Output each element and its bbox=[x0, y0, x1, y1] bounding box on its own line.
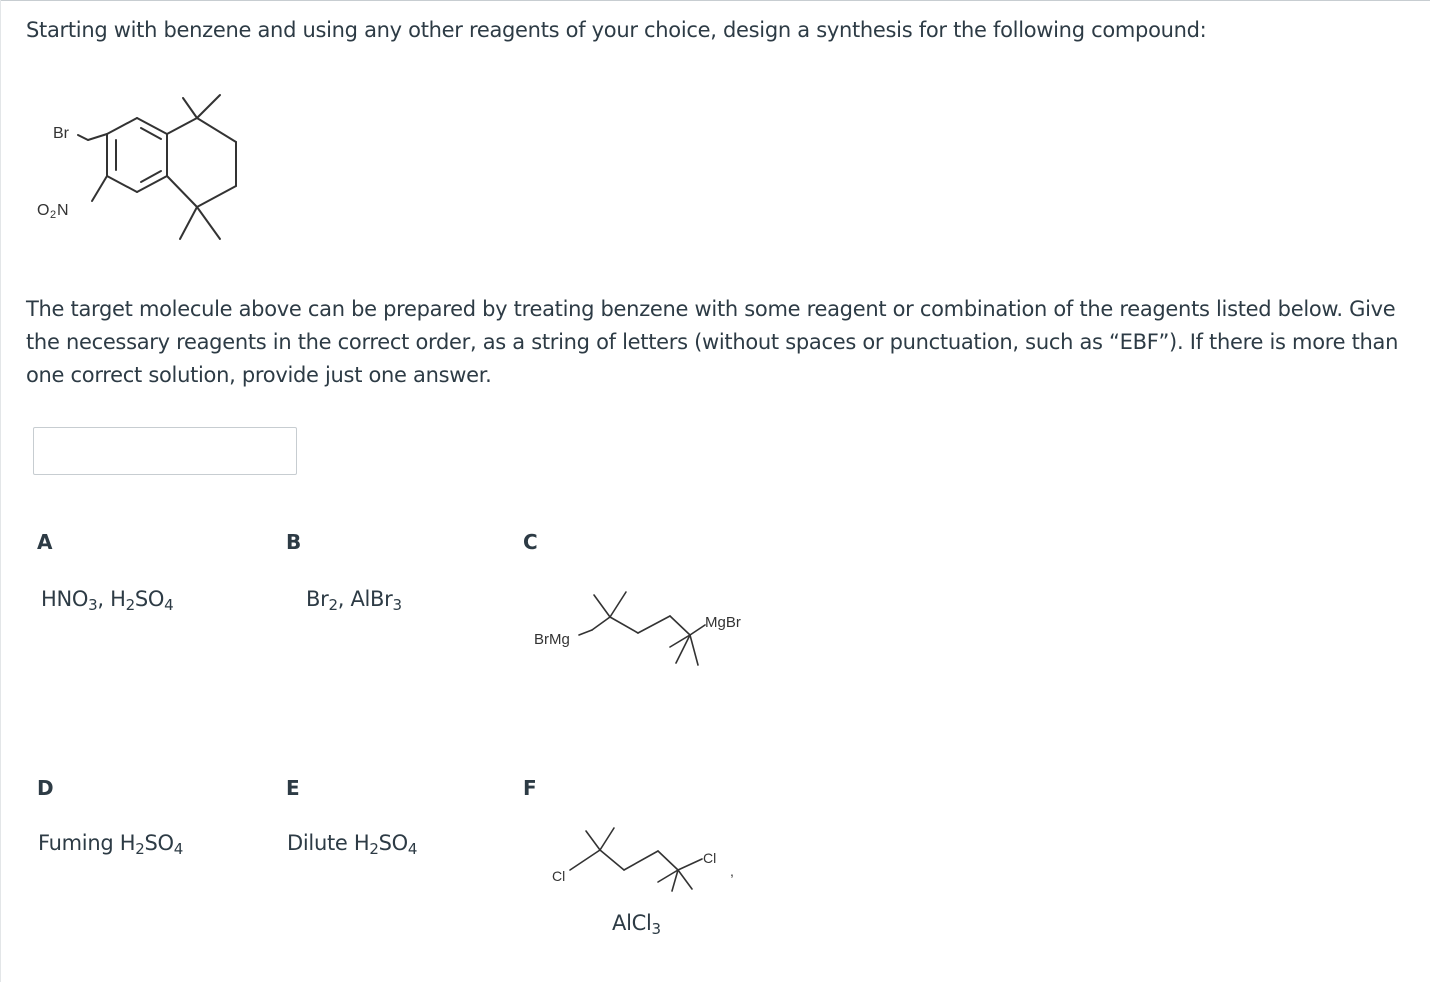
mgbr-label: MgBr bbox=[705, 614, 741, 631]
option-f-catalyst: AlCl$_3$ bbox=[612, 911, 661, 938]
option-b-reagent: $Br_2$, AlBr$_3$ bbox=[306, 587, 402, 614]
description-line: the necessary reagents in the correct order, as a string of letters (without spaces or punctuation, such as “EBF”). If there is more than bbox=[26, 330, 1399, 354]
cl-left-label: Cl bbox=[552, 868, 566, 884]
question-description bbox=[26, 293, 1416, 392]
option-f-label: F bbox=[523, 776, 537, 800]
nitro-n-label: N bbox=[57, 202, 69, 219]
option-d-label: D bbox=[37, 776, 54, 800]
brmg-label: BrMg bbox=[534, 631, 570, 648]
top-border bbox=[0, 0, 1430, 1]
nitro-subscript: 2 bbox=[50, 209, 57, 221]
option-e-reagent: Dilute $H_2SO_4$ bbox=[287, 831, 418, 858]
option-e-label: E bbox=[286, 776, 300, 800]
left-border bbox=[0, 0, 1, 982]
option-a-reagent: $HNO_3$, $H_2SO_4$ bbox=[41, 587, 174, 614]
option-b-label: B bbox=[286, 530, 302, 554]
option-d-reagent: Fuming $H_2SO_4$ bbox=[38, 831, 184, 858]
option-c-structure bbox=[530, 585, 770, 675]
question-intro: Starting with benzene and using any other reagents of your choice, design a synthesis for the following compound: bbox=[26, 18, 1207, 42]
option-a-label: A bbox=[37, 530, 53, 554]
description-line: one correct solution, provide just one answer. bbox=[26, 363, 492, 387]
option-c-label: C bbox=[523, 530, 538, 554]
option-f-structure bbox=[540, 826, 780, 906]
answer-input[interactable] bbox=[33, 427, 297, 475]
nitro-o-label: O bbox=[37, 202, 50, 219]
description-line: The target molecule above can be prepared by treating benzene with some reagent or combination of the reagents listed below. Give bbox=[26, 297, 1396, 321]
cl-right-label: Cl bbox=[703, 850, 717, 866]
br-label: Br bbox=[53, 125, 69, 142]
target-molecule bbox=[30, 90, 270, 250]
comma: , bbox=[730, 863, 734, 879]
